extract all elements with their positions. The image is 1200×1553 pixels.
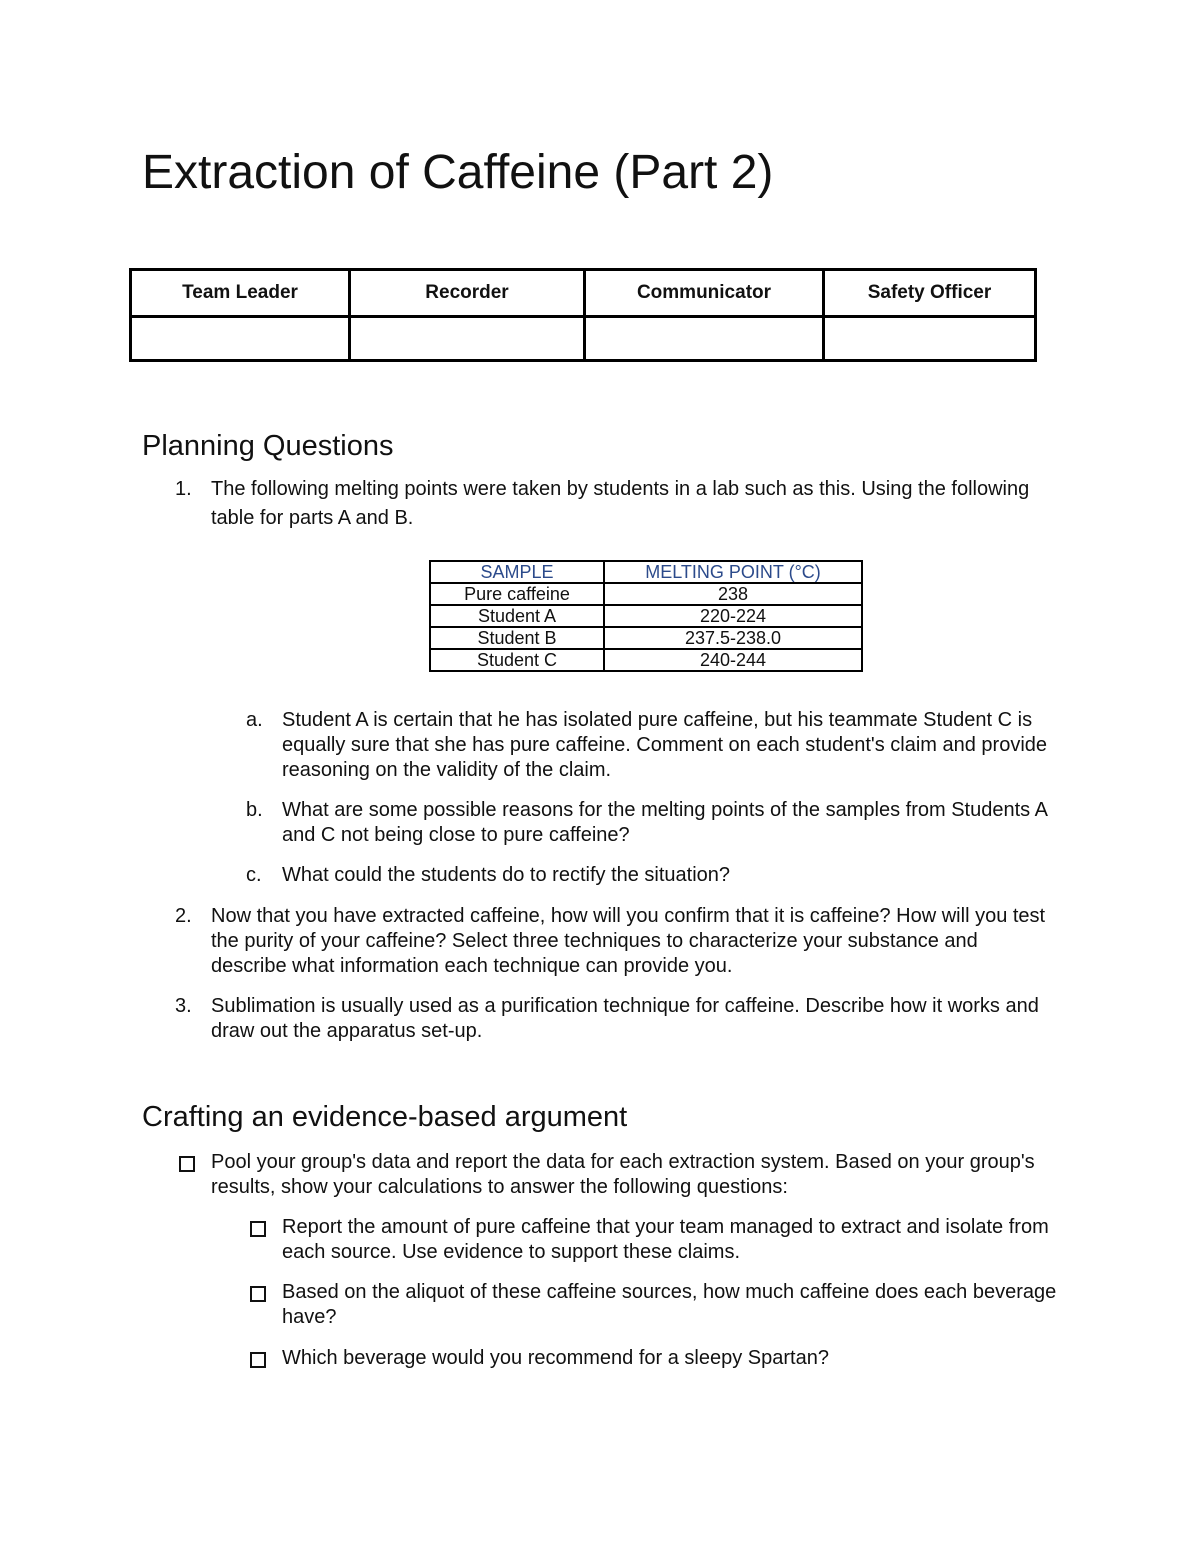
melting-point-cell: 240-244: [604, 649, 862, 671]
argument-heading: Crafting an evidence-based argument: [142, 1101, 628, 1133]
subquestion-letter: b.: [246, 799, 263, 821]
question-number: 3.: [175, 995, 192, 1017]
column-header-sample: SAMPLE: [430, 561, 604, 583]
table-row: [430, 627, 862, 649]
role-entry-recorder[interactable]: [350, 317, 585, 361]
planning-heading: Planning Questions: [142, 430, 394, 462]
question-text: Now that you have extracted caffeine, how will you confirm that it is caffeine? How will you test the purity of your caffeine? Select three techniques to characterize your substance and describe what information each technique can provide you.: [211, 905, 1046, 977]
role-header-safety-officer: Safety Officer: [824, 270, 1036, 317]
subquestion-text: What are some possible reasons for the melting points of the samples from Students A and C not being close to pure caffeine?: [282, 799, 1047, 846]
checkbox-icon[interactable]: [250, 1352, 266, 1368]
checklist-text: Based on the aliquot of these caffeine sources, how much caffeine does each beverage have?: [282, 1281, 1057, 1328]
checkbox-icon[interactable]: [179, 1156, 195, 1172]
subquestion-letter: c.: [246, 864, 262, 886]
question-text: The following melting points were taken by students in a lab such as this. Using the following table for parts A and B.: [211, 478, 1030, 529]
melting-point-cell: 237.5-238.0: [604, 627, 862, 649]
role-entry-team-leader[interactable]: [131, 317, 350, 361]
checklist-text: Report the amount of pure caffeine that your team managed to extract and isolate from each source. Use evidence to support these claims.: [282, 1216, 1049, 1263]
role-entry-communicator[interactable]: [585, 317, 824, 361]
role-header-team-leader: Team Leader: [131, 270, 350, 317]
subquestion-text: What could the students do to rectify the situation?: [282, 864, 731, 886]
role-entry-safety-officer[interactable]: [824, 317, 1036, 361]
table-row: [430, 605, 862, 627]
page-title: Extraction of Caffeine (Part 2): [142, 146, 774, 199]
checkbox-icon[interactable]: [250, 1286, 266, 1302]
sample-cell: Student A: [430, 605, 604, 627]
sample-cell: Student C: [430, 649, 604, 671]
subquestion-letter: a.: [246, 709, 263, 731]
role-header-recorder: Recorder: [350, 270, 585, 317]
question-number: 2.: [175, 905, 192, 927]
role-header-communicator: Communicator: [585, 270, 824, 317]
roles-entry-row: [131, 317, 1036, 361]
sample-cell: Pure caffeine: [430, 583, 604, 605]
checklist-text: Which beverage would you recommend for a sleepy Spartan?: [282, 1347, 829, 1369]
subquestion-text: Student A is certain that he has isolated pure caffeine, but his teammate Student C is equally sure that she has pure caffeine. Comment on each student's claim and provide reasoning on the validity of the claim.: [282, 709, 1048, 781]
table-row: [430, 649, 862, 671]
team-roles-table: [129, 268, 1037, 362]
table-row: [430, 583, 862, 605]
melting-point-cell: 220-224: [604, 605, 862, 627]
question-text: Sublimation is usually used as a purification technique for caffeine. Describe how it works and draw out the apparatus set-up.: [211, 995, 1039, 1042]
checkbox-icon[interactable]: [250, 1221, 266, 1237]
roles-header-row: [131, 270, 1036, 317]
checklist-text: Pool your group's data and report the data for each extraction system. Based on your group's results, show your calculations to answer the following questions:: [211, 1151, 1035, 1198]
table-header-row: [430, 561, 862, 583]
melting-point-table: [429, 560, 863, 672]
question-number: 1.: [175, 478, 192, 500]
melting-point-cell: 238: [604, 583, 862, 605]
sample-cell: Student B: [430, 627, 604, 649]
column-header-melting-point: MELTING POINT (°C): [604, 561, 862, 583]
